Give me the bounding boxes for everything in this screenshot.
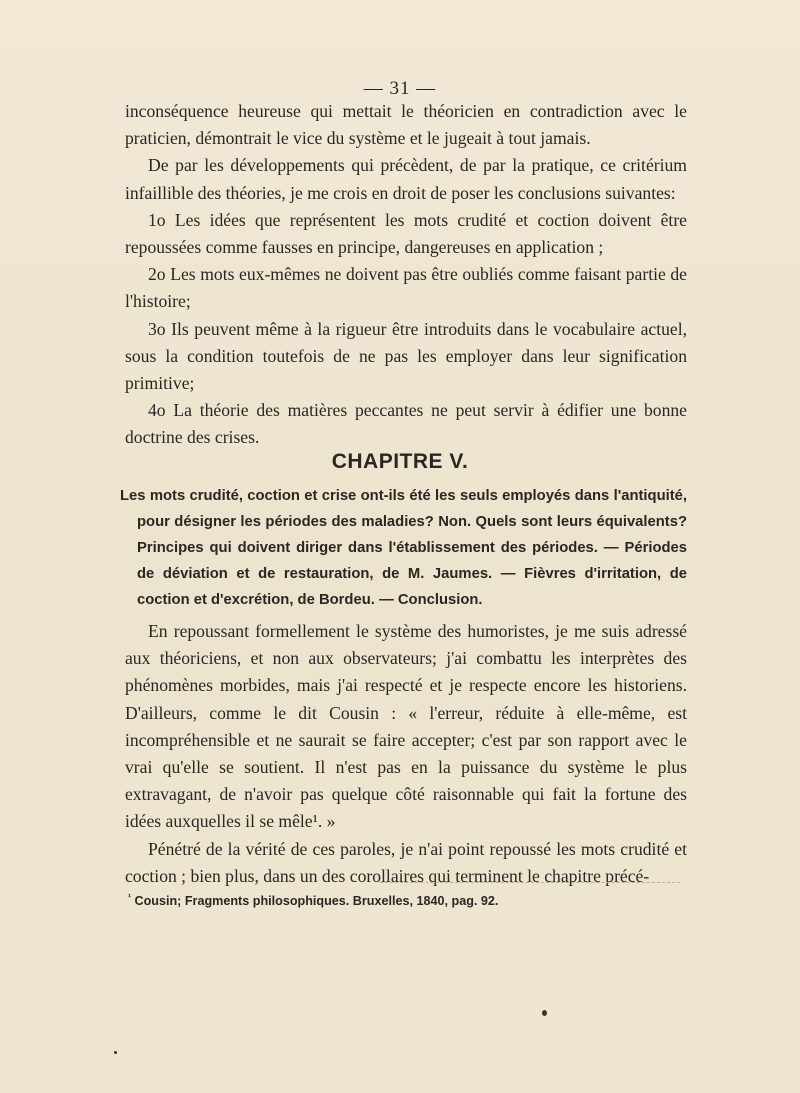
- paragraph-cousin-quote: En repoussant formellement le système des humoristes, je me suis adressé aux théoriciens, et non aux observateurs; j'ai combattu les interprètes des phénomènes morbides, mais j'ai respecté et je respecte encore les historiens. D'ailleurs, comme le dit Cousin : « l'erreur, réduite à elle-même, est incompréhensible et ne saurait se faire accepter; c'est par son rapport avec le vrai qu'elle se soutient. Il n'est pas en la puissance du système le plus extravagant, de n'avoir pas quelque côté raisonnable qui fait la fortune des idées auxquelles il se mêle¹. »: [125, 621, 687, 832]
- footnote: [128, 888, 688, 910]
- chapter-title: CHAPITRE V.: [331, 450, 469, 473]
- conclusions-section: [125, 98, 687, 452]
- ink-speck: [542, 1010, 547, 1016]
- conclusion-item-4: 4o La théorie des matières peccantes ne peut servir à édifier une bonne doctrine des crises.: [125, 400, 687, 448]
- conclusion-item-2: 2o Les mots eux-mêmes ne doivent pas être oubliés comme faisant partie de l'histoire;: [125, 264, 687, 312]
- paragraph-continuation: inconséquence heureuse qui mettait le théoricien en contradiction avec le praticien, démontrait le vice du système et le jugeait à tout jamais.: [125, 101, 687, 149]
- conclusion-item-3: 3o Ils peuvent même à la rigueur être introduits dans le vocabulaire actuel, sous la condition toutefois de ne pas les employer dans leur signification primitive;: [125, 318, 687, 394]
- footnote-marker: ¹: [128, 892, 131, 902]
- conclusion-item-1: 1o Les idées que représentent les mots crudité et coction doivent être repoussées comme fausses en principe, dangereuses en application ;: [125, 209, 687, 258]
- ink-speck: [114, 1051, 117, 1054]
- chapter-body: [125, 618, 687, 890]
- page-number: — 31 —: [363, 78, 437, 99]
- footnote-text: Cousin; Fragments philosophiques. Bruxelles, 1840, pag. 92.: [134, 894, 499, 908]
- paragraph-penetre: Pénétré de la vérité de ces paroles, je n'ai point repoussé les mots crudité et coction ; bien plus, dans un des corollaires qui terminent le chapitre précé-: [125, 838, 687, 886]
- chapter-summary: Les mots crudité, coction et crise ont-ils été les seuls employés dans l'antiquité, pour désigner les périodes des maladies? Non. Quels sont leurs équivalents? Principes qui doivent diriger dans l'établissement des périodes. — Périodes de déviation et de restauration, de M. Jaumes. — Fièvres d'irritation, de coction et d'excrétion, de Bordeu. — Conclusion.: [120, 488, 687, 608]
- footnote-divider: [380, 882, 680, 883]
- paragraph-intro-conclusions: De par les développements qui précèdent, de par la pratique, ce critérium infaillible des théories, je me crois en droit de poser les conclusions suivantes:: [125, 155, 687, 203]
